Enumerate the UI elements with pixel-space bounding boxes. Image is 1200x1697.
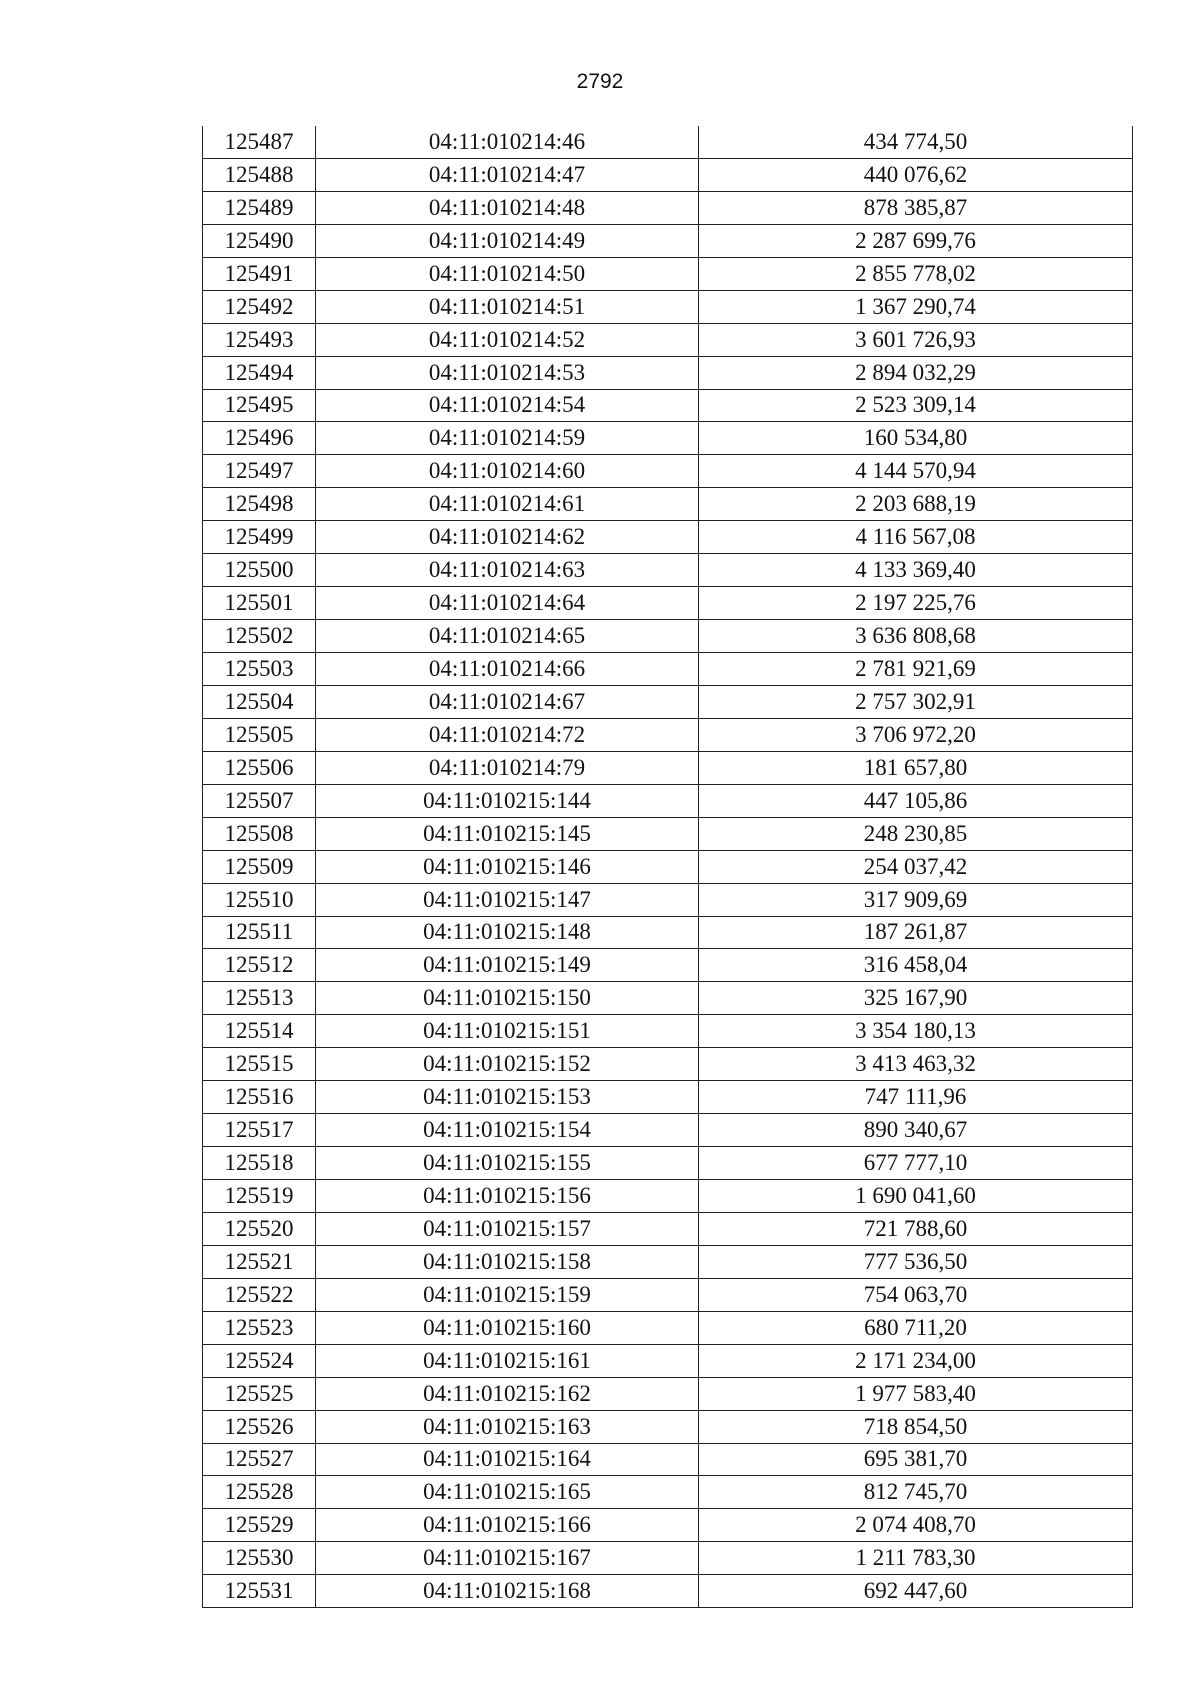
- cadastral-number-cell: 04:11:010214:64: [316, 587, 699, 620]
- row-number-cell: 125520: [203, 1212, 316, 1245]
- table-row: [203, 224, 1133, 257]
- cadastral-number-cell: 04:11:010215:162: [316, 1377, 699, 1410]
- cadastral-value-cell: 254 037,42: [699, 850, 1133, 883]
- row-number-cell: 125505: [203, 718, 316, 751]
- cadastral-number-cell: 04:11:010215:167: [316, 1542, 699, 1575]
- cadastral-value-cell: 721 788,60: [699, 1212, 1133, 1245]
- row-number-cell: 125518: [203, 1147, 316, 1180]
- table-row: [203, 1542, 1133, 1575]
- cadastral-number-cell: 04:11:010215:166: [316, 1509, 699, 1542]
- row-number-cell: 125504: [203, 685, 316, 718]
- table-row: [203, 916, 1133, 949]
- cadastral-value-cell: 1 211 783,30: [699, 1542, 1133, 1575]
- table-body: [203, 126, 1133, 1608]
- table-row: [203, 1278, 1133, 1311]
- cadastral-value-cell: 3 601 726,93: [699, 323, 1133, 356]
- table-row: [203, 1344, 1133, 1377]
- cadastral-number-cell: 04:11:010214:79: [316, 751, 699, 784]
- cadastral-value-cell: 2 523 309,14: [699, 389, 1133, 422]
- cadastral-number-cell: 04:11:010214:59: [316, 422, 699, 455]
- table-row: [203, 620, 1133, 653]
- cadastral-value-cell: 1 367 290,74: [699, 290, 1133, 323]
- table-row: [203, 982, 1133, 1015]
- table-row: [203, 1476, 1133, 1509]
- row-number-cell: 125509: [203, 850, 316, 883]
- cadastral-value-cell: 3 354 180,13: [699, 1015, 1133, 1048]
- table-row: [203, 1048, 1133, 1081]
- cadastral-number-cell: 04:11:010214:65: [316, 620, 699, 653]
- cadastral-number-cell: 04:11:010214:53: [316, 356, 699, 389]
- table-row: [203, 455, 1133, 488]
- row-number-cell: 125503: [203, 653, 316, 686]
- table-row: [203, 1015, 1133, 1048]
- cadastral-number-cell: 04:11:010215:151: [316, 1015, 699, 1048]
- row-number-cell: 125515: [203, 1048, 316, 1081]
- table-row: [203, 1147, 1133, 1180]
- cadastral-number-cell: 04:11:010214:66: [316, 653, 699, 686]
- row-number-cell: 125511: [203, 916, 316, 949]
- cadastral-value-cell: 692 447,60: [699, 1575, 1133, 1608]
- row-number-cell: 125495: [203, 389, 316, 422]
- cadastral-value-cell: 3 413 463,32: [699, 1048, 1133, 1081]
- cadastral-number-cell: 04:11:010214:47: [316, 158, 699, 191]
- row-number-cell: 125524: [203, 1344, 316, 1377]
- row-number-cell: 125506: [203, 751, 316, 784]
- row-number-cell: 125498: [203, 488, 316, 521]
- table-row: [203, 883, 1133, 916]
- cadastral-value-cell: 2 757 302,91: [699, 685, 1133, 718]
- cadastral-number-cell: 04:11:010215:160: [316, 1311, 699, 1344]
- row-number-cell: 125516: [203, 1081, 316, 1114]
- cadastral-number-cell: 04:11:010215:155: [316, 1147, 699, 1180]
- cadastral-number-cell: 04:11:010214:60: [316, 455, 699, 488]
- table-row: [203, 587, 1133, 620]
- table-row: [203, 850, 1133, 883]
- table-row: [203, 554, 1133, 587]
- cadastral-value-cell: 316 458,04: [699, 949, 1133, 982]
- cadastral-value-cell: 4 116 567,08: [699, 521, 1133, 554]
- row-number-cell: 125489: [203, 191, 316, 224]
- table-row: [203, 751, 1133, 784]
- cadastral-value-cell: 447 105,86: [699, 784, 1133, 817]
- row-number-cell: 125488: [203, 158, 316, 191]
- row-number-cell: 125529: [203, 1509, 316, 1542]
- row-number-cell: 125527: [203, 1443, 316, 1476]
- cadastral-number-cell: 04:11:010215:164: [316, 1443, 699, 1476]
- table-row: [203, 1081, 1133, 1114]
- table-row: [203, 1212, 1133, 1245]
- cadastral-value-cell: 2 894 032,29: [699, 356, 1133, 389]
- row-number-cell: 125517: [203, 1114, 316, 1147]
- cadastral-number-cell: 04:11:010214:62: [316, 521, 699, 554]
- row-number-cell: 125500: [203, 554, 316, 587]
- cadastral-value-cell: 2 203 688,19: [699, 488, 1133, 521]
- table-row: [203, 1311, 1133, 1344]
- table-row: [203, 356, 1133, 389]
- row-number-cell: 125502: [203, 620, 316, 653]
- row-number-cell: 125499: [203, 521, 316, 554]
- cadastral-value-cell: 4 133 369,40: [699, 554, 1133, 587]
- cadastral-value-cell: 3 706 972,20: [699, 718, 1133, 751]
- row-number-cell: 125512: [203, 949, 316, 982]
- cadastral-number-cell: 04:11:010215:168: [316, 1575, 699, 1608]
- row-number-cell: 125510: [203, 883, 316, 916]
- table-row: [203, 1377, 1133, 1410]
- table-row: [203, 1410, 1133, 1443]
- row-number-cell: 125492: [203, 290, 316, 323]
- cadastral-number-cell: 04:11:010214:48: [316, 191, 699, 224]
- cadastral-value-cell: 325 167,90: [699, 982, 1133, 1015]
- cadastral-value-cell: 680 711,20: [699, 1311, 1133, 1344]
- row-number-cell: 125493: [203, 323, 316, 356]
- cadastral-value-cell: 878 385,87: [699, 191, 1133, 224]
- cadastral-number-cell: 04:11:010215:157: [316, 1212, 699, 1245]
- cadastral-value-cell: 2 855 778,02: [699, 257, 1133, 290]
- cadastral-value-cell: 187 261,87: [699, 916, 1133, 949]
- table-row: [203, 1114, 1133, 1147]
- row-number-cell: 125491: [203, 257, 316, 290]
- row-number-cell: 125531: [203, 1575, 316, 1608]
- row-number-cell: 125525: [203, 1377, 316, 1410]
- cadastral-value-cell: 181 657,80: [699, 751, 1133, 784]
- cadastral-number-cell: 04:11:010215:145: [316, 817, 699, 850]
- cadastral-number-cell: 04:11:010214:63: [316, 554, 699, 587]
- row-number-cell: 125513: [203, 982, 316, 1015]
- table-row: [203, 158, 1133, 191]
- cadastral-number-cell: 04:11:010215:163: [316, 1410, 699, 1443]
- cadastral-number-cell: 04:11:010214:61: [316, 488, 699, 521]
- table-row: [203, 949, 1133, 982]
- cadastral-value-cell: 718 854,50: [699, 1410, 1133, 1443]
- cadastral-value-cell: 1 690 041,60: [699, 1180, 1133, 1213]
- row-number-cell: 125514: [203, 1015, 316, 1048]
- cadastral-value-cell: 747 111,96: [699, 1081, 1133, 1114]
- page-number: 2792: [576, 70, 624, 93]
- cadastral-value-cell: 3 636 808,68: [699, 620, 1133, 653]
- row-number-cell: 125487: [203, 126, 316, 158]
- cadastral-number-cell: 04:11:010215:159: [316, 1278, 699, 1311]
- table-row: [203, 422, 1133, 455]
- row-number-cell: 125519: [203, 1180, 316, 1213]
- table-row: [203, 1245, 1133, 1278]
- row-number-cell: 125523: [203, 1311, 316, 1344]
- cadastral-number-cell: 04:11:010215:147: [316, 883, 699, 916]
- cadastral-number-cell: 04:11:010215:149: [316, 949, 699, 982]
- cadastral-number-cell: 04:11:010215:148: [316, 916, 699, 949]
- cadastral-value-cell: 812 745,70: [699, 1476, 1133, 1509]
- cadastral-value-cell: 2 171 234,00: [699, 1344, 1133, 1377]
- row-number-cell: 125496: [203, 422, 316, 455]
- cadastral-value-cell: 248 230,85: [699, 817, 1133, 850]
- table-row: [203, 257, 1133, 290]
- cadastral-value-cell: 890 340,67: [699, 1114, 1133, 1147]
- cadastral-value-cell: 777 536,50: [699, 1245, 1133, 1278]
- table-row: [203, 1575, 1133, 1608]
- table-row: [203, 323, 1133, 356]
- cadastral-number-cell: 04:11:010215:161: [316, 1344, 699, 1377]
- table-row: [203, 1443, 1133, 1476]
- cadastral-number-cell: 04:11:010214:54: [316, 389, 699, 422]
- cadastral-value-cell: 1 977 583,40: [699, 1377, 1133, 1410]
- row-number-cell: 125507: [203, 784, 316, 817]
- cadastral-value-cell: 4 144 570,94: [699, 455, 1133, 488]
- table-row: [203, 191, 1133, 224]
- cadastral-number-cell: 04:11:010214:52: [316, 323, 699, 356]
- row-number-cell: 125494: [203, 356, 316, 389]
- cadastral-number-cell: 04:11:010215:146: [316, 850, 699, 883]
- cadastral-value-cell: 440 076,62: [699, 158, 1133, 191]
- cadastral-value-cell: 754 063,70: [699, 1278, 1133, 1311]
- cadastral-number-cell: 04:11:010214:72: [316, 718, 699, 751]
- cadastral-number-cell: 04:11:010214:46: [316, 126, 699, 158]
- row-number-cell: 125526: [203, 1410, 316, 1443]
- cadastral-value-cell: 2 287 699,76: [699, 224, 1133, 257]
- table-row: [203, 653, 1133, 686]
- table-row: [203, 1180, 1133, 1213]
- row-number-cell: 125522: [203, 1278, 316, 1311]
- cadastral-value-cell: 317 909,69: [699, 883, 1133, 916]
- table-row: [203, 1509, 1133, 1542]
- row-number-cell: 125490: [203, 224, 316, 257]
- cadastral-value-cell: 695 381,70: [699, 1443, 1133, 1476]
- cadastral-value-cell: 2 074 408,70: [699, 1509, 1133, 1542]
- cadastral-value-cell: 2 197 225,76: [699, 587, 1133, 620]
- cadastral-number-cell: 04:11:010214:51: [316, 290, 699, 323]
- table-row: [203, 290, 1133, 323]
- row-number-cell: 125508: [203, 817, 316, 850]
- table-row: [203, 718, 1133, 751]
- cadastral-number-cell: 04:11:010215:152: [316, 1048, 699, 1081]
- row-number-cell: 125530: [203, 1542, 316, 1575]
- cadastral-number-cell: 04:11:010214:67: [316, 685, 699, 718]
- cadastral-value-cell: 677 777,10: [699, 1147, 1133, 1180]
- cadastral-number-cell: 04:11:010215:144: [316, 784, 699, 817]
- cadastral-number-cell: 04:11:010215:158: [316, 1245, 699, 1278]
- cadastral-number-cell: 04:11:010215:154: [316, 1114, 699, 1147]
- cadastral-number-cell: 04:11:010214:49: [316, 224, 699, 257]
- cadastral-number-cell: 04:11:010215:156: [316, 1180, 699, 1213]
- table-row: [203, 817, 1133, 850]
- row-number-cell: 125501: [203, 587, 316, 620]
- cadastral-number-cell: 04:11:010215:153: [316, 1081, 699, 1114]
- cadastral-value-cell: 160 534,80: [699, 422, 1133, 455]
- cadastral-value-table: [202, 126, 1133, 1608]
- cadastral-number-cell: 04:11:010215:165: [316, 1476, 699, 1509]
- table-row: [203, 389, 1133, 422]
- row-number-cell: 125521: [203, 1245, 316, 1278]
- table-row: [203, 521, 1133, 554]
- table-row: [203, 488, 1133, 521]
- table-row: [203, 685, 1133, 718]
- cadastral-value-cell: 434 774,50: [699, 126, 1133, 158]
- table-row: [203, 126, 1133, 158]
- table-row: [203, 784, 1133, 817]
- row-number-cell: 125528: [203, 1476, 316, 1509]
- cadastral-number-cell: 04:11:010214:50: [316, 257, 699, 290]
- cadastral-value-cell: 2 781 921,69: [699, 653, 1133, 686]
- row-number-cell: 125497: [203, 455, 316, 488]
- cadastral-number-cell: 04:11:010215:150: [316, 982, 699, 1015]
